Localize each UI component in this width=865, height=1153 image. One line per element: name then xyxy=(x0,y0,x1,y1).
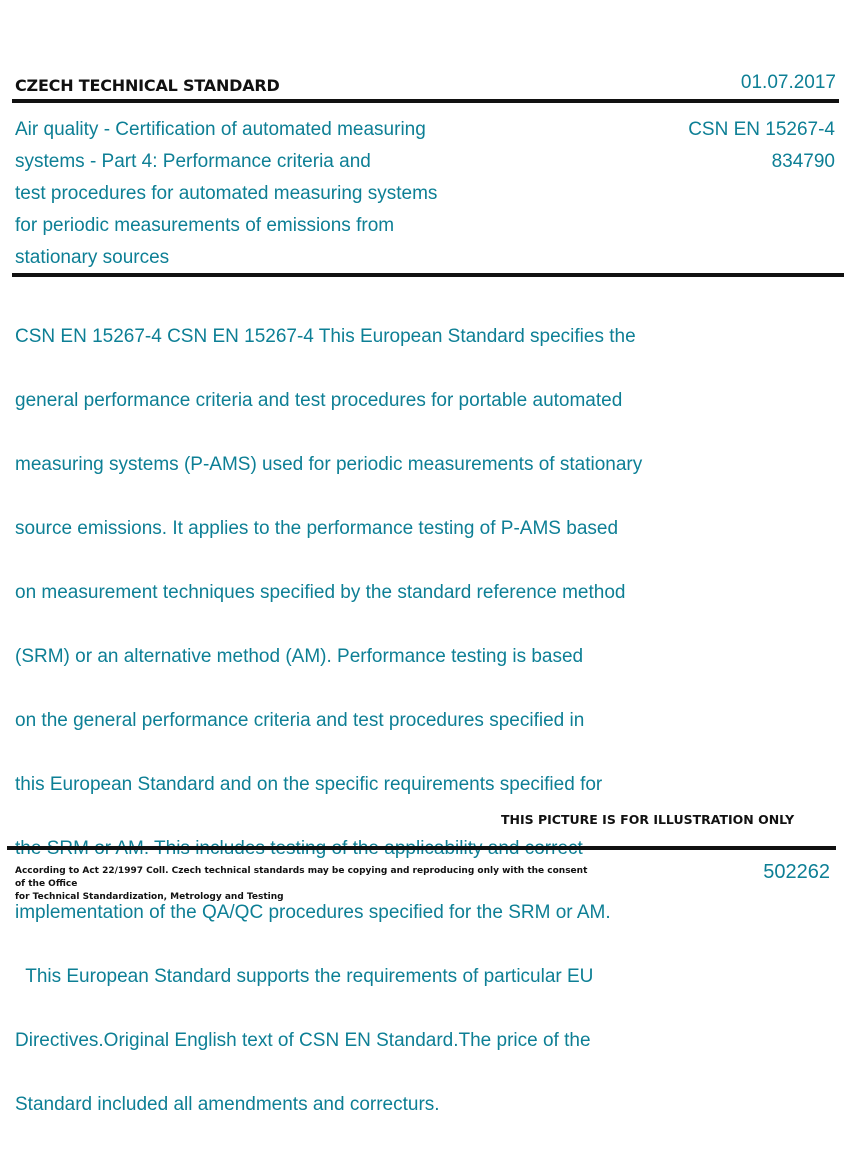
standard-title-line: Air quality - Certification of automated measuring xyxy=(15,119,426,140)
description-line: implementation of the QA/QC procedures specified for the SRM or AM. xyxy=(15,902,611,923)
standard-code: 834790 xyxy=(771,151,835,172)
footer-code: 502262 xyxy=(763,861,830,883)
legal-notice-line: According to Act 22/1997 Coll. Czech technical standards may be copying and reproducing only with the consent of the Office xyxy=(15,866,588,889)
standard-title-line: test procedures for automated measuring systems xyxy=(15,183,438,204)
footer-divider xyxy=(7,846,836,850)
description-line: Standard included all amendments and correcturs. xyxy=(15,1094,440,1115)
description-line: Directives.Original English text of CSN EN Standard.The price of the xyxy=(15,1030,591,1051)
standard-description xyxy=(15,289,755,1153)
standard-title xyxy=(15,114,515,274)
description-line: CSN EN 15267-4 CSN EN 15267-4 This European Standard specifies the xyxy=(15,326,636,347)
illustration-disclaimer: THIS PICTURE IS FOR ILLUSTRATION ONLY xyxy=(501,812,795,827)
description-line: on measurement techniques specified by the standard reference method xyxy=(15,582,626,603)
description-line: (SRM) or an alternative method (AM). Performance testing is based xyxy=(15,646,584,667)
description-line: this European Standard and on the specific requirements specified for xyxy=(15,774,603,795)
legal-notice xyxy=(15,865,595,904)
description-line: source emissions. It applies to the performance testing of P-AMS based xyxy=(15,518,619,539)
standard-title-line: stationary sources xyxy=(15,247,170,268)
title-divider xyxy=(12,273,844,277)
document-header-title: CZECH TECHNICAL STANDARD xyxy=(15,76,280,95)
description-line: measuring systems (P-AMS) used for periodic measurements of stationary xyxy=(15,454,643,475)
standard-title-line: systems - Part 4: Performance criteria and xyxy=(15,151,371,172)
legal-notice-line: for Technical Standardization, Metrology and Testing xyxy=(15,892,284,902)
standard-title-line: for periodic measurements of emissions from xyxy=(15,215,395,236)
publication-date: 01.07.2017 xyxy=(740,72,836,93)
header-divider xyxy=(12,99,839,103)
standard-identifiers xyxy=(688,114,835,178)
description-line: on the general performance criteria and test procedures specified in xyxy=(15,710,585,731)
description-line: general performance criteria and test procedures for portable automated xyxy=(15,390,623,411)
description-line: This European Standard supports the requirements of particular EU xyxy=(15,966,594,987)
standard-number: CSN EN 15267-4 xyxy=(688,119,835,140)
